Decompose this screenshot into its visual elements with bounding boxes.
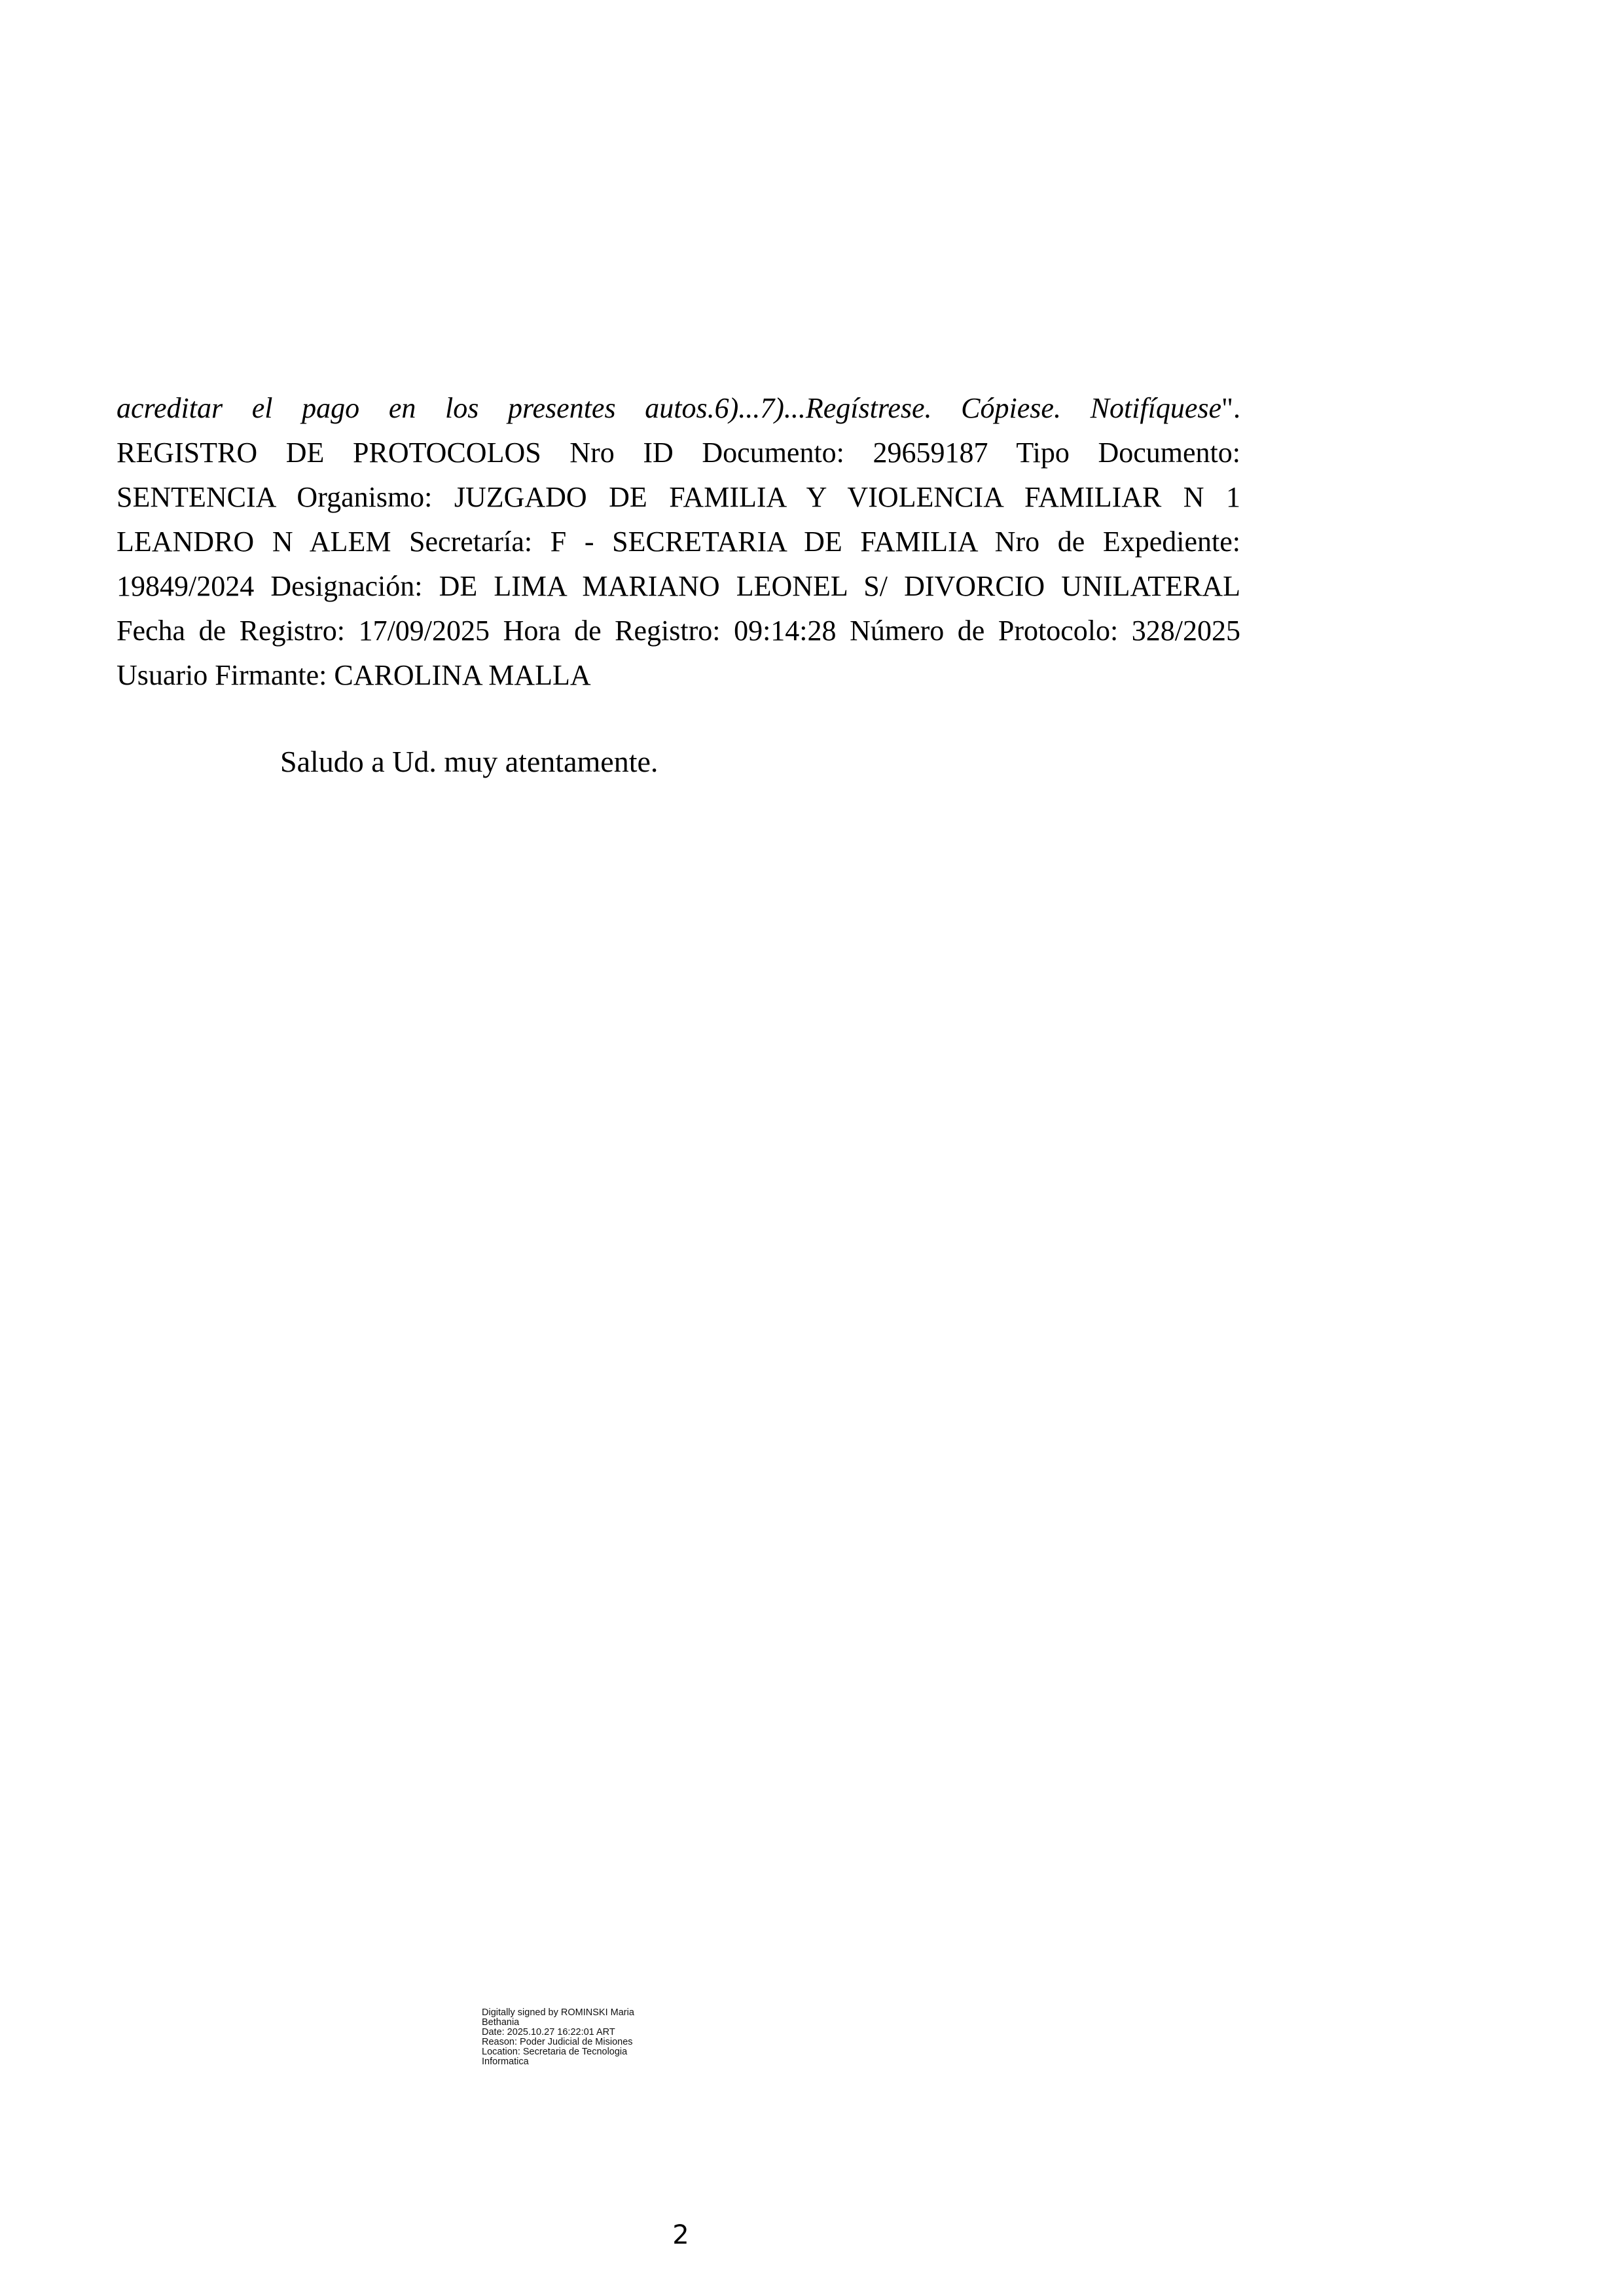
signature-line: Bethania — [482, 2017, 520, 2028]
signature-line: Date: 2025.10.27 16:22:01 ART — [482, 2027, 615, 2037]
page-number: 2 — [672, 2220, 689, 2250]
signature-line: Location: Secretaria de Tecnologia — [482, 2047, 628, 2057]
document-body-text — [117, 386, 1240, 698]
body-line-5: 19849/2024 Designación: DE LIMA MARIANO LEONEL S/ DIVORCIO UNILATERAL — [117, 570, 1240, 602]
signature-line: Reason: Poder Judicial de Misiones — [482, 2037, 633, 2047]
body-line-1 — [117, 386, 1240, 431]
body-line-1-italic: acreditar el pago en los presentes autos.6)...7)...Regístrese. Cópiese. Notifíquese — [117, 392, 1222, 424]
digital-signature-block — [482, 2008, 704, 2067]
signature-line: Informatica — [482, 2056, 529, 2067]
body-line-2: REGISTRO DE PROTOCOLOS Nro ID Documento: 29659187 Tipo Documento: — [117, 437, 1240, 469]
body-line-7: Usuario Firmante: CAROLINA MALLA — [117, 659, 591, 691]
closing-salutation: Saludo a Ud. muy atentamente. — [280, 745, 659, 778]
body-line-6: Fecha de Registro: 17/09/2025 Hora de Registro: 09:14:28 Número de Protocolo: 328/2025 — [117, 615, 1240, 647]
body-line-4: LEANDRO N ALEM Secretaría: F - SECRETARIA DE FAMILIA Nro de Expediente: — [117, 526, 1240, 558]
signature-line: Digitally signed by ROMINSKI Maria — [482, 2007, 634, 2018]
body-line-1-plain: ". — [1221, 392, 1240, 424]
body-line-3: SENTENCIA Organismo: JUZGADO DE FAMILIA Y VIOLENCIA FAMILIAR N 1 — [117, 481, 1240, 513]
